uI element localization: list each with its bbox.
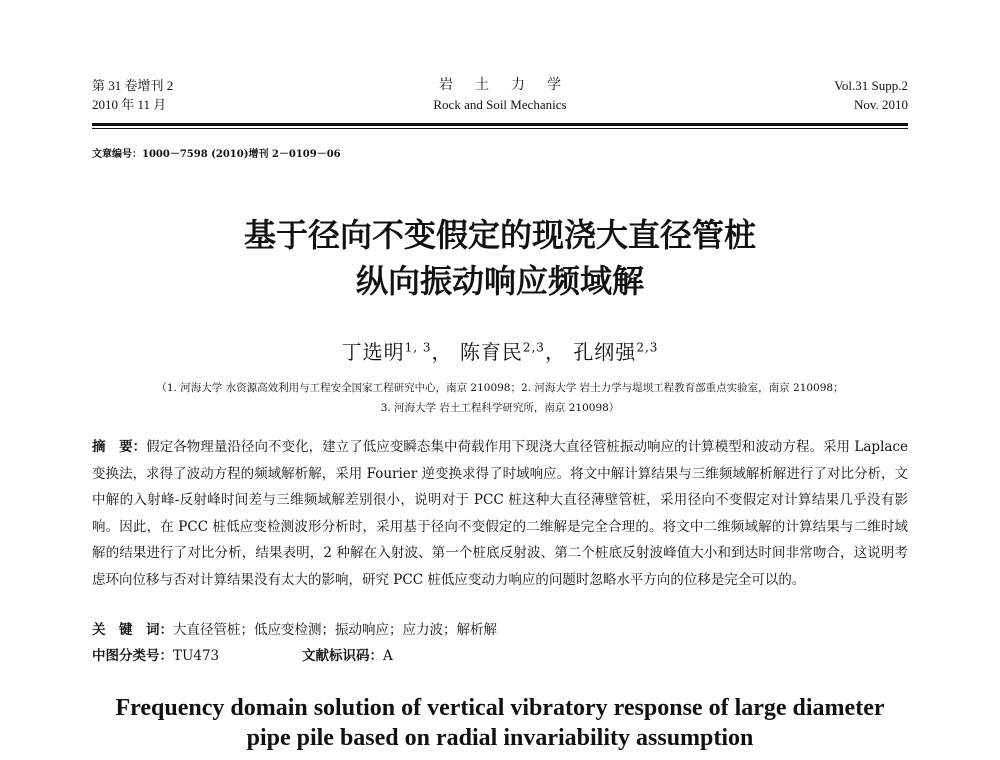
abstract [92, 434, 908, 593]
volume-cn: 第 31 卷增刊 2 [92, 78, 174, 93]
volume-en: Vol.31 Supp.2 [834, 78, 908, 93]
affiliation-line2: 3. 河海大学 岩土工程科学研究所，南京 210098） [380, 402, 620, 414]
journal-name-en: Rock and Soil Mechanics [433, 97, 567, 112]
clc-label: 中图分类号： [92, 648, 173, 664]
keywords-text: 大直径管桩；低应变检测；振动响应；应力波；解析解 [173, 622, 497, 638]
header-center [92, 76, 908, 114]
title-en-line1: Frequency domain solution of vertical vibratory response of large diameter [115, 695, 885, 721]
classification [92, 644, 908, 664]
header-rule-thin [92, 128, 908, 129]
affiliations [104, 378, 896, 418]
date-cn: 2010 年 11 月 [92, 97, 167, 112]
author-affil-sup: 2,3 [522, 340, 545, 355]
journal-name-cn: 岩土力学 [439, 77, 583, 93]
affiliation-line1: （1. 河海大学 水资源高效利用与工程安全国家工程研究中心，南京 210098；2. 河海大学 岩土力学与堤坝工程教育部重点实验室，南京 210098； [156, 382, 844, 394]
clc-value: TU473 [173, 648, 220, 664]
author-affil-sup: 1, 3 [404, 340, 432, 355]
journal-header [92, 76, 908, 116]
author-name: 陈育民 [459, 340, 523, 364]
author-list: 丁选明$^{1, 3}$， 陈育民$^{2,3}$， 孔纲强$^{2,3}$ [341, 340, 659, 364]
doc-code-value: A [383, 648, 393, 664]
doc-code-label: 文献标识码： [302, 648, 383, 664]
title-cn-line1: 基于径向不变假定的现浇大直径管桩 [243, 216, 756, 254]
paper-title-en [0, 693, 1000, 753]
author-name: 丁选明 [341, 340, 405, 364]
title-cn-line2: 纵向振动响应频域解 [355, 262, 644, 300]
doc-code [302, 644, 393, 664]
author-name: 孔纲强 [573, 340, 637, 364]
article-number: 文章编号：1000－7598 (2010)增刊 2－0109－06 [92, 149, 341, 160]
abstract-label: 摘 要： [92, 439, 147, 455]
header-right [834, 76, 908, 114]
paper-title-cn [0, 212, 1000, 304]
date-en: Nov. 2010 [853, 97, 908, 112]
author-affil-sup: 2,3 [636, 340, 659, 355]
keywords-label: 关 键 词： [92, 622, 173, 638]
keywords [92, 618, 497, 638]
header-rule-thick [92, 123, 908, 126]
abstract-text: 假定各物理量沿径向不变化，建立了低应变瞬态集中荷载作用下现浇大直径管桩振动响应的计算模型和波动方程。采用 Laplace 变换法，求得了波动方程的频域解析解，采用 Fourier 逆变换求得了时域响应。将文中解计算结果与三维频域解析解进行了对比分析，文中解的入射峰-反射峰时间差与三维频域解差别很小，说明对于 PCC 桩这种大直径薄壁管桩，采用径向不变假定对计算结果几乎没有影响。因此，在 PCC 桩低应变检测波形分析时，采用基于径向不变假定的二维解是完全合理的。将文中二维频域解的计算结果与二维时域解的结果进行了对比分析，结果表明，2 种解在入射波、第一个桩底反射波、第二个桩底反射波峰值大小和到达时间非常吻合，这说明考虑环向位移与否对计算结果没有太大的影响，研究 PCC 桩低应变动力响应的问题时忽略水平方向的位移是完全可以的。 [92, 439, 908, 588]
title-en-line2: pipe pile based on radial invariability assumption [246, 725, 754, 751]
